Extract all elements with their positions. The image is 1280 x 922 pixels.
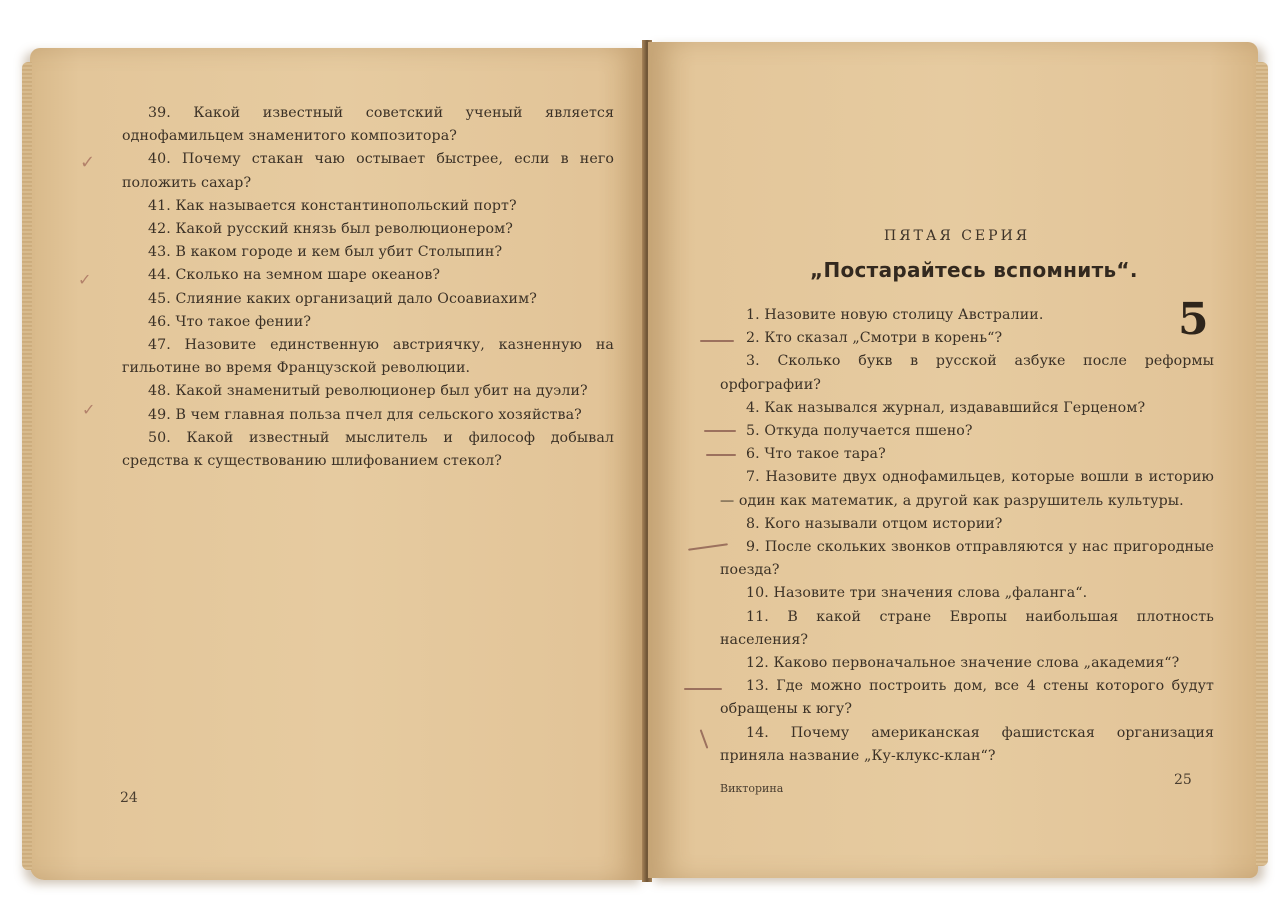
question-47: 47. Назовите единственную австриячку, казненную на гильотине во время Французской революции. [122, 337, 614, 377]
page-number-right: 25 [1174, 772, 1192, 788]
pencil-dash-mark [684, 688, 722, 690]
question-2: 2. Кто сказал „Смотри в корень“? [746, 330, 1003, 347]
question-42: 42. Какой русский князь был революционером? [148, 221, 514, 238]
question-50: 50. Какой известный мыслитель и философ добывал средства к существованию шлифованием стекол? [122, 429, 614, 470]
question-43: 43. В каком городе и кем был убит Столыпин? [148, 244, 503, 261]
series-title: „Постарайтесь вспомнить“. [810, 258, 1138, 282]
question-44: 44. Сколько на земном шаре океанов? [148, 267, 441, 284]
series-label: ПЯТАЯ СЕРИЯ [884, 228, 1031, 244]
question-1: 1. Назовите новую столицу Австралии. [746, 307, 1044, 323]
pencil-dash-mark [700, 729, 709, 748]
pencil-dash-mark [704, 430, 736, 432]
question-46: 46. Что такое фении? [148, 313, 312, 330]
pencil-dash-mark [700, 340, 734, 342]
question-12: 12. Каково первоначальное значение слова „академия“? [746, 655, 1180, 672]
question-10: 10. Назовите три значения слова „фаланга“. [746, 585, 1088, 602]
question-48: 48. Какой знаменитый революционер был убит на дуэли? [148, 383, 588, 400]
question-41: 41. Как называется константинопольский порт? [148, 197, 517, 214]
pencil-check-mark-icon: ✓ [78, 270, 92, 289]
question-45: 45. Слияние каких организаций дало Осоавиахим? [148, 290, 537, 307]
question-40: 40. Почему стакан чаю остывает быстрее, если в него положить сахар? [122, 151, 614, 191]
question-14: 14. Почему американская фашистская организация приняла название „Ку-клукс-клан“? [720, 724, 1214, 764]
question-4: 4. Как назывался журнал, издававшийся Герценом? [746, 399, 1146, 416]
question-list-left [122, 102, 614, 473]
question-39: 39. Какой известный советский ученый является однофамильцем знаменитого композитора? [122, 105, 614, 145]
question-49: 49. В чем главная польза пчел для сельского хозяйства? [148, 406, 582, 423]
question-5: 5. Откуда получается пшено? [746, 423, 973, 440]
right-page [648, 42, 1258, 878]
series-number: 5 [1178, 294, 1209, 345]
question-9: 9. После скольких звонков отправляются у нас пригородные поезда? [720, 539, 1214, 579]
question-13: 13. Где можно построить дом, все 4 стены которого будут обращены к югу? [720, 678, 1214, 718]
pencil-dash-mark [706, 454, 736, 456]
question-list-right [720, 304, 1214, 768]
question-8: 8. Кого называли отцом истории? [746, 515, 1003, 532]
page-number-left: 24 [120, 790, 138, 806]
footer-signature: Викторина [720, 782, 784, 795]
pencil-check-mark-icon: ✓ [82, 400, 96, 419]
pencil-check-mark-icon: ✓ [80, 152, 96, 173]
question-11: 11. В какой стране Европы наибольшая плотность населения? [720, 608, 1214, 648]
question-3: 3. Сколько букв в русской азбуке после реформы орфографии? [720, 353, 1214, 393]
left-page [30, 48, 646, 880]
question-6: 6. Что такое тара? [746, 446, 886, 463]
question-7: 7. Назовите двух однофамильцев, которые вошли в историю — один как математик, а другой как разрушитель культуры. [720, 469, 1214, 509]
